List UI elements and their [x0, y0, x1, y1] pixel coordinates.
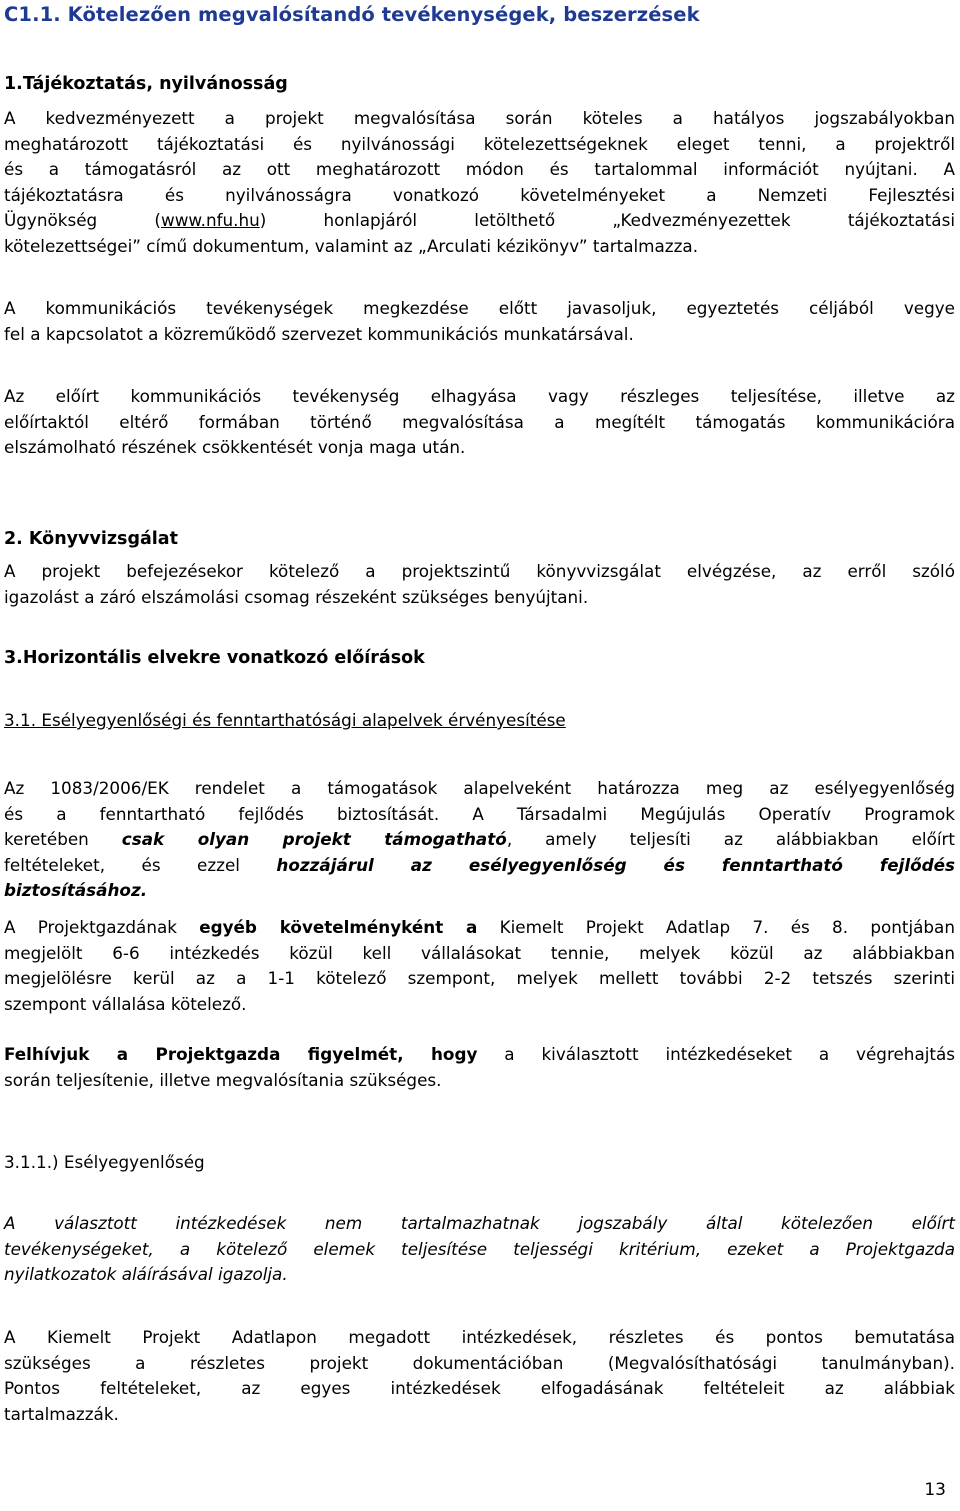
s1-p1-line	[4, 208, 955, 234]
s3-p2-line: megjelölt 6-6 intézkedés közül kell vállalásokat tennie, melyek közül az alábbiakban	[4, 942, 955, 963]
s1-p1-l5-pre: Ügynökség (	[4, 210, 161, 230]
s1-p1-line: tájékoztatásra és nyilvánosságra vonatkozó követelményeket a Nemzeti Fejlesztési	[4, 184, 955, 205]
s1-paragraph-1	[4, 106, 955, 259]
s3-p1-l4-a: feltételeket, és ezzel	[4, 854, 277, 875]
page-number: 13	[924, 1480, 946, 1500]
s3-p4-line: tevékenységeket, a kötelező elemek teljesítése teljességi kritérium, ezeket a Projektgazda	[4, 1238, 955, 1259]
s3-p4-line: nyilatkozatok aláírásával igazolja.	[4, 1264, 288, 1284]
s3-p3-line: során teljesítenie, illetve megvalósítania szükséges.	[4, 1069, 442, 1090]
s1-paragraph-2	[4, 296, 955, 347]
s3-p2-line: megjelölésre kerül az a 1-1 kötelező szempont, melyek mellett további 2-2 tetszés szerinti	[4, 968, 955, 988]
section-3-heading: 3.Horizontális elvekre vonatkozó előírások	[4, 648, 425, 668]
s1-p1-line: kötelezettségei” című dokumentum, valamint az „Arculati kézikönyv” tartalmazza.	[4, 235, 699, 256]
s3-subheading	[4, 708, 955, 734]
s3-p4-line: A választott intézkedések nem tartalmazhatnak jogszabály által kötelezően előírt	[4, 1213, 955, 1233]
s1-p2-line: A kommunikációs tevékenységek megkezdése előtt javasoljuk, egyeztetés céljából vegye	[4, 298, 955, 318]
s3-p2-l1-emph: egyéb követelményként a	[199, 917, 478, 937]
s3-p2-l1-c: Kiemelt Projekt Adatlap 7. és 8. pontjában	[477, 917, 955, 937]
s3-p5-line: tartalmazzák.	[4, 1403, 119, 1424]
s1-p1-l5-post: ) honlapjáról letölthető „Kedvezményezettek tájékoztatási	[259, 210, 955, 230]
s1-p1-line: meghatározott tájékoztatási és nyilvánossági kötelezettségeknek eleget tenni, a projektről	[4, 133, 955, 154]
s3-p1-line	[4, 853, 955, 879]
nfu-link[interactable]: www.nfu.hu	[160, 210, 260, 230]
s3-p3-l1-emph: Felhívjuk a Projektgazda figyelmét, hogy	[4, 1044, 478, 1064]
s3-p1-l3-c: , amely teljesíti az alábbiakban előírt	[506, 829, 955, 849]
s1-p3-line: Az előírt kommunikációs tevékenység elhagyása vagy részleges teljesítése, illetve az	[4, 386, 955, 406]
s3-p1-l4-emph: hozzájárul az esélyegyenlőség és fenntartható fejlődés	[276, 854, 956, 875]
s3-paragraph-2	[4, 915, 955, 1017]
s3-paragraph-1	[4, 776, 955, 904]
s3-p1-line: biztosításához.	[4, 880, 148, 900]
section-1-heading: 1.Tájékoztatás, nyilvánosság	[4, 74, 288, 94]
s2-p1-line: A projekt befejezésekor kötelező a projektszintű könyvvizsgálat elvégzése, az erről szóló	[4, 561, 955, 581]
s3-paragraph-4	[4, 1211, 955, 1288]
s3-paragraph-5	[4, 1325, 955, 1427]
s3-p2-l1-a: A Projektgazdának	[4, 917, 200, 937]
s3-p2-line: szempont vállalása kötelező.	[4, 993, 247, 1014]
s1-p2-line: fel a kapcsolatot a közreműködő szervezet kommunikációs munkatársával.	[4, 323, 634, 344]
s3-p1-line: és a fenntartható fejlődés biztosítását. A Társadalmi Megújulás Operatív Programok	[4, 803, 955, 824]
s1-p1-line: A kedvezményezett a projekt megvalósítása során köteles a hatályos jogszabályokban	[4, 108, 955, 128]
s3-p5-line: A Kiemelt Projekt Adatlapon megadott intézkedések, részletes és pontos bemutatása	[4, 1327, 955, 1347]
s2-paragraph-1	[4, 559, 955, 610]
s3-p2-line	[4, 915, 955, 941]
s3-sub2-label: 3.1.1.) Esélyegyenlőség	[4, 1152, 205, 1172]
s3-p1-line	[4, 827, 955, 853]
page-title: C1.1. Kötelezően megvalósítandó tevékenységek, beszerzések	[4, 3, 700, 26]
s1-p3-line: elszámolható részének csökkentését vonja maga után.	[4, 437, 466, 457]
s3-sub-label: 3.1. Esélyegyenlőségi és fenntarthatósági alapelvek érvényesítése	[4, 710, 566, 730]
s3-p1-l3-emph: csak olyan projekt támogatható	[121, 829, 507, 849]
s1-p3-line: előírtaktól eltérő formában történő megvalósítása a megítélt támogatás kommunikációra	[4, 411, 955, 432]
s3-subheading-2	[4, 1150, 955, 1176]
s3-p1-l3-a: keretében	[4, 829, 122, 849]
s1-paragraph-3	[4, 384, 955, 461]
s3-paragraph-3	[4, 1042, 955, 1093]
s1-p1-line: és a támogatásról az ott meghatározott módon és tartalommal információt nyújtani. A	[4, 159, 955, 179]
s3-p3-l1-b: a kiválasztott intézkedéseket a végrehajtás	[477, 1044, 955, 1064]
s3-p3-line	[4, 1042, 955, 1068]
s3-p5-line: szükséges a részletes projekt dokumentációban (Megvalósíthatósági tanulmányban).	[4, 1352, 955, 1373]
section-2-heading: 2. Könyvvizsgálat	[4, 529, 178, 549]
s3-p5-line: Pontos feltételeket, az egyes intézkedések elfogadásának feltételeit az alábbiak	[4, 1378, 955, 1398]
s3-p1-line: Az 1083/2006/EK rendelet a támogatások alapelveként határozza meg az esélyegyenlőség	[4, 778, 955, 798]
s2-p1-line: igazolást a záró elszámolási csomag részeként szükséges benyújtani.	[4, 586, 589, 607]
